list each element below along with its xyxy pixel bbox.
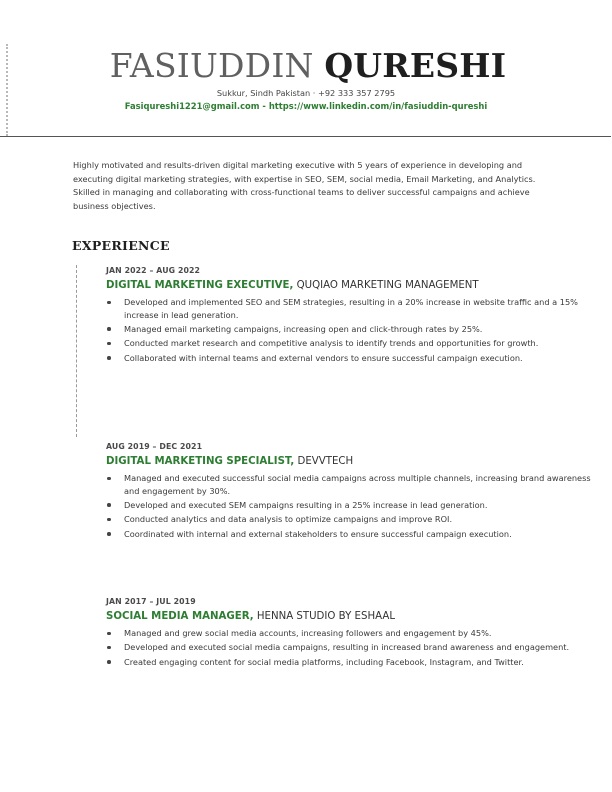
job-dates: JAN 2017 – JUL 2019 (106, 597, 196, 606)
job-title: SOCIAL MEDIA MANAGER, (106, 611, 254, 622)
bullet-item: Collaborated with internal teams and external vendors to ensure successful campaign execution. (106, 352, 596, 365)
job-company: HENNA STUDIO BY ESHAAL (253, 611, 396, 622)
job-bullets (106, 627, 596, 668)
bullet-item: Managed and executed successful social media campaigns across multiple channels, increasing brand awareness and engagement by 30%. (106, 472, 596, 497)
candidate-name (4, 46, 612, 86)
job-bullets (106, 472, 596, 540)
job-bullets (106, 296, 596, 364)
bullet-item: Managed and grew social media accounts, increasing followers and engagement by 45%. (106, 627, 596, 640)
bullet-item: Coordinated with internal and external stakeholders to ensure successful campaign execution. (106, 528, 596, 541)
contact-links[interactable]: Fasiqureshi1221@gmail.com - https://www.linkedin.com/in/fasiuddin-qureshi (124, 101, 488, 111)
experience-heading: EXPERIENCE (72, 238, 170, 253)
last-name: QURESHI (324, 46, 507, 85)
bullet-item: Conducted analytics and data analysis to optimize campaigns and improve ROI. (106, 513, 596, 526)
header-divider (0, 136, 611, 137)
job-dates: AUG 2019 – DEC 2021 (106, 442, 203, 451)
job-title: DIGITAL MARKETING SPECIALIST, (106, 456, 295, 467)
bullet-item: Developed and executed social media campaigns, resulting in increased brand awareness and engagement. (106, 641, 596, 654)
job-company: QUQIAO MARKETING MANAGEMENT (293, 280, 479, 291)
job-entry (106, 596, 596, 670)
bullet-item: Created engaging content for social media platforms, including Facebook, Instagram, and Twitter. (106, 656, 596, 669)
job-title-line (106, 279, 596, 293)
bullet-item: Managed email marketing campaigns, increasing open and click-through rates by 25%. (106, 323, 596, 336)
job-title-line (106, 610, 596, 624)
bullet-item: Developed and executed SEM campaigns resulting in a 25% increase in lead generation. (106, 499, 596, 512)
bullet-item: Conducted market research and competitive analysis to identify trends and opportunities for growth. (106, 337, 596, 350)
job-title-line (106, 455, 596, 469)
resume-header (0, 46, 612, 113)
bullet-item: Developed and implemented SEO and SEM strategies, resulting in a 20% increase in website traffic and a 15% increase in lead generation. (106, 296, 596, 321)
first-name: FASIUDDIN (109, 46, 314, 85)
job-title: DIGITAL MARKETING EXECUTIVE, (106, 280, 294, 291)
job-dates: JAN 2022 – AUG 2022 (106, 266, 201, 275)
job-entry (106, 441, 596, 542)
job-company: DEVVTECH (294, 456, 354, 467)
timeline-dashed-line (76, 265, 77, 437)
address-line: Sukkur, Sindh Pakistan · +92 333 357 2795 (216, 88, 396, 98)
professional-summary: Highly motivated and results-driven digital marketing executive with 5 years of experience in developing and executing digital marketing strategies, with expertise in SEO, SEM, social media, Email Marketing, and Analytics. Skilled in managing and collaborating with cross-functional teams to deliver successful campaigns and achieve business objectives. (73, 160, 536, 211)
job-entry (106, 265, 596, 366)
